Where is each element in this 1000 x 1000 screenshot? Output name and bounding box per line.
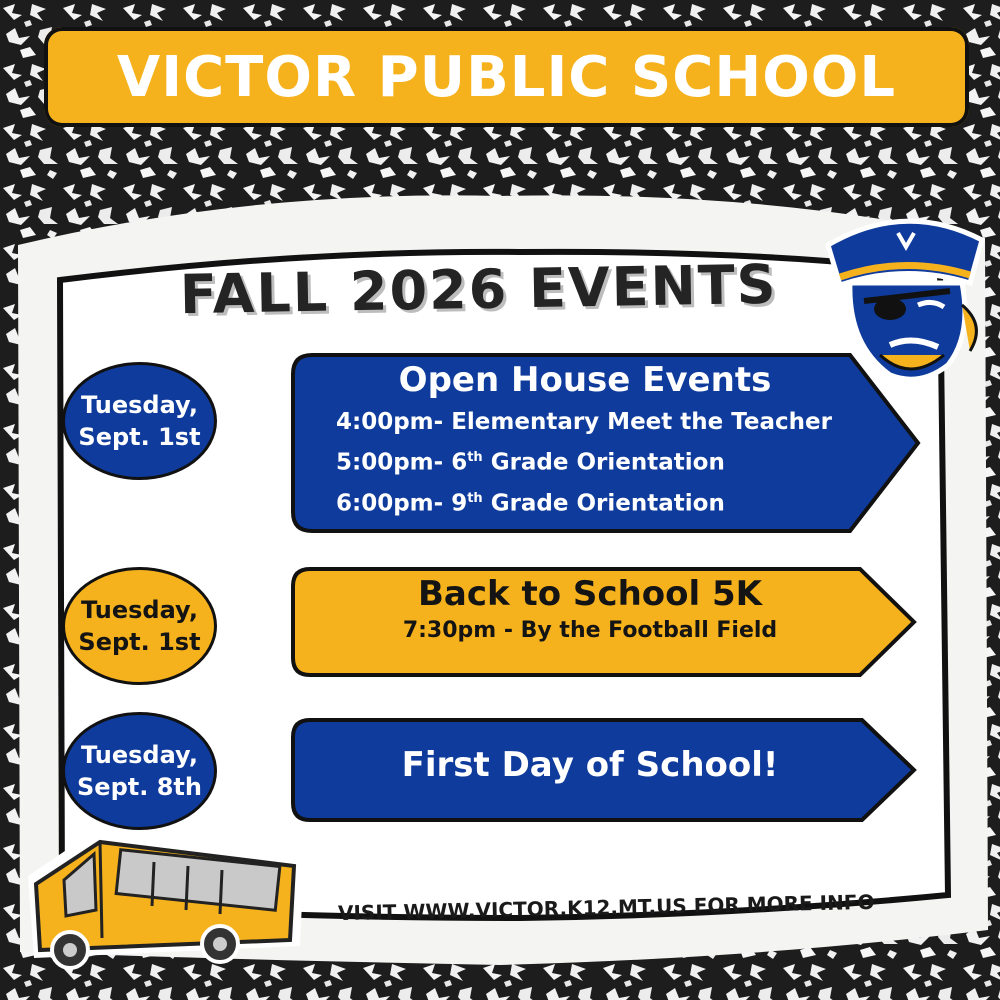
event-card-5k [290,566,918,678]
date-line-2: Sept. 8th [77,773,202,801]
event-heading: Back to School 5K [418,574,762,614]
event-heading: First Day of School! [401,745,779,785]
school-name: VICTOR PUBLIC SCHOOL [116,44,897,110]
date-line-1: Tuesday, [81,595,198,624]
event-card-first-day [290,717,918,823]
schedule-line: 4:00pm- Elementary Meet the Teacher [336,409,832,435]
event-detail: 7:30pm - By the Football Field [402,618,778,643]
event-heading: Open House Events [398,360,772,400]
school-name-banner [44,27,969,127]
page-title: FALL 2026 EVENTS [179,252,779,327]
schedule-line: 5:00pm- 6th Grade Orientation [336,449,725,476]
schedule-line: 6:00pm- 9th Grade Orientation [336,490,725,517]
event-date-first-day [62,712,217,830]
date-line-2: Sept. 1st [78,628,201,656]
date-line-1: Tuesday, [81,390,198,419]
event-date-open-house [62,362,217,480]
date-line-1: Tuesday, [81,740,198,769]
pirate-mascot-icon [820,205,990,390]
event-date-5k [62,567,217,685]
school-bus-icon [8,818,308,978]
date-line-2: Sept. 1st [78,423,201,451]
footer-info-text: VISIT WWW.VICTOR.K12.MT.US FOR MORE INFO [337,889,875,926]
